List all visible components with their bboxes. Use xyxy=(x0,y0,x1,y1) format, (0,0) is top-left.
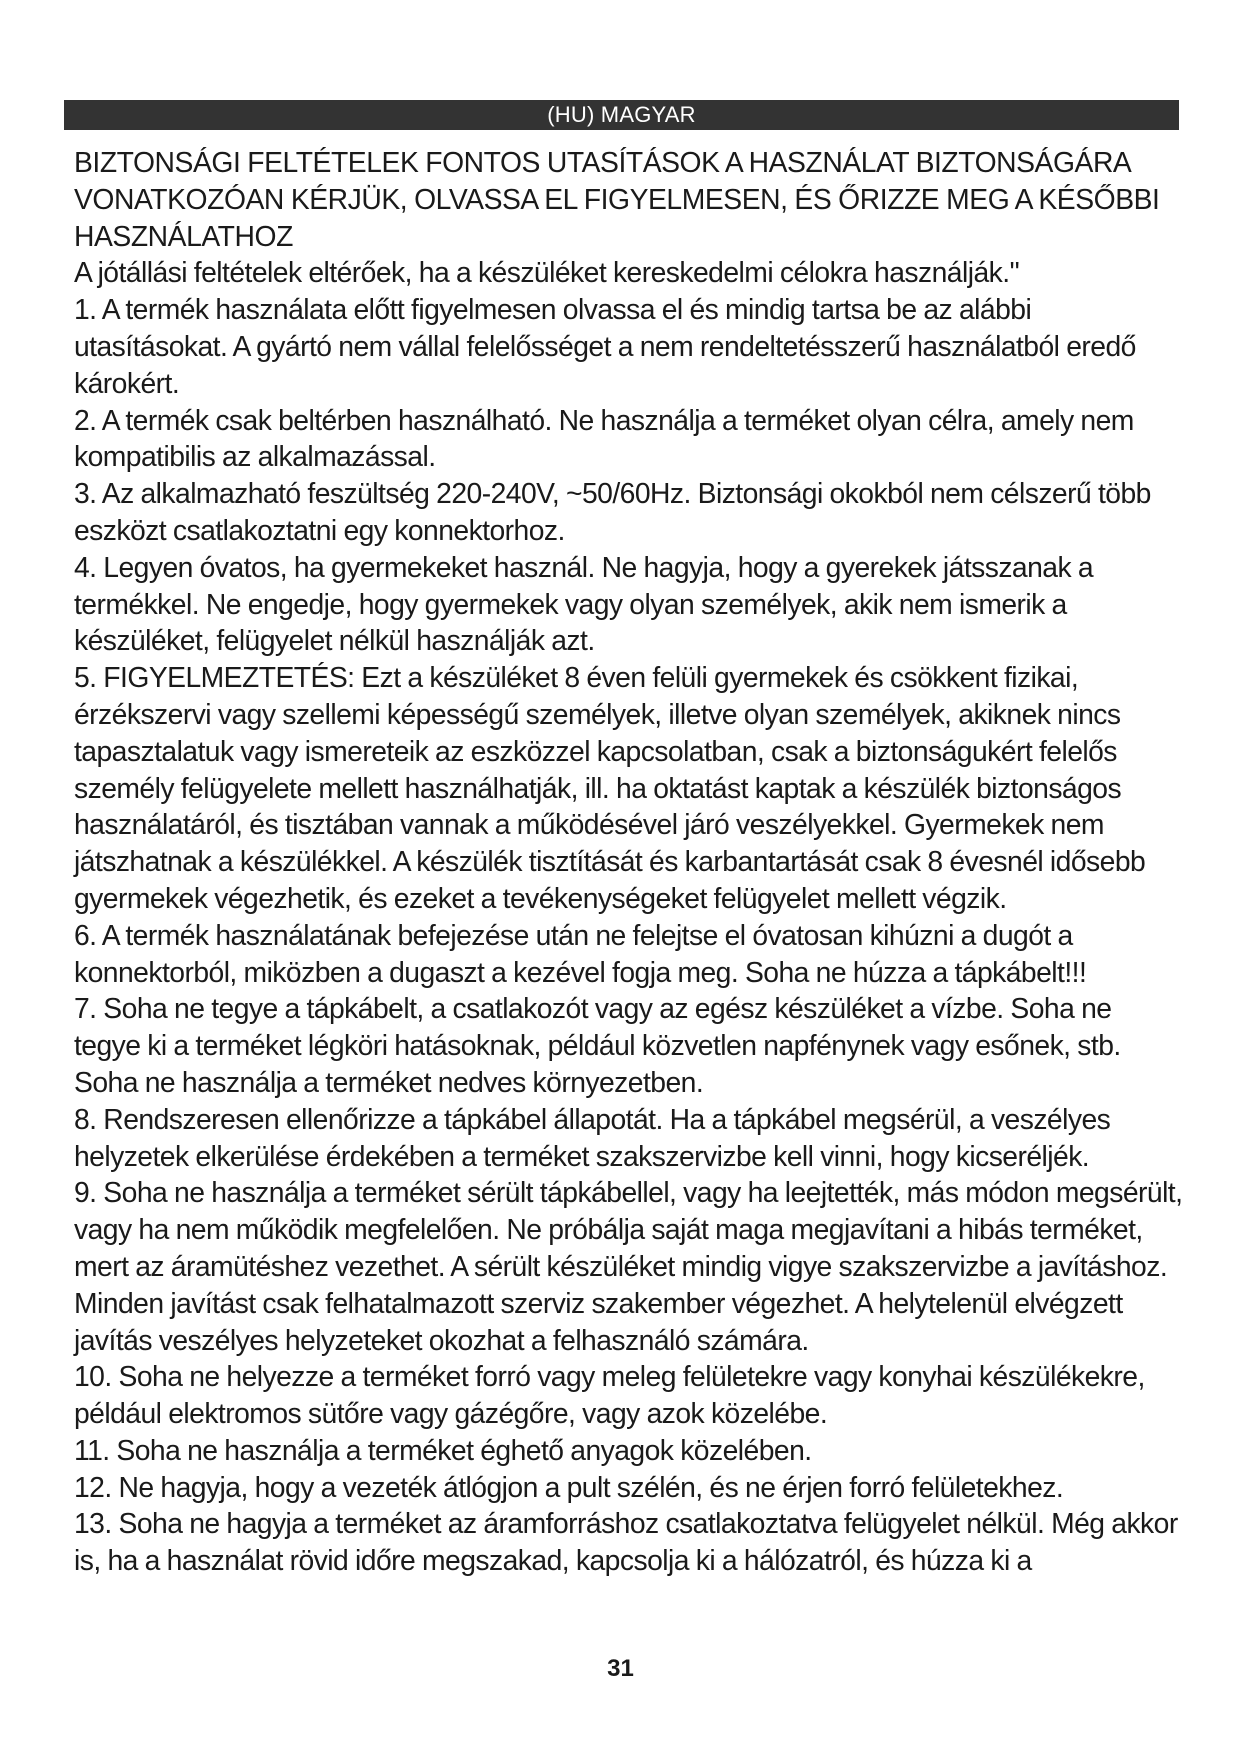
instruction-item: 8. Rendszeresen ellenőrizze a tápkábel állapotát. Ha a tápkábel megsérül, a veszélyes helyzetek elkerülése érdekében a terméket szakszervizbe kell vinni, hogy kicseréljék. xyxy=(74,1102,1111,1172)
safety-heading: BIZTONSÁGI FELTÉTELEK FONTOS UTASÍTÁSOK A HASZNÁLAT BIZTONSÁGÁRA VONATKOZÓAN KÉRJÜK, OLVASSA EL FIGYELMESEN, ÉS ŐRIZZE MEG A KÉSŐBBI HASZNÁLATHOZ xyxy=(74,146,1160,252)
instruction-item: 9. Soha ne használja a terméket sérült tápkábellel, vagy ha leejtették, más módon megsérült, vagy ha nem működik megfelelően. Ne próbálja saját maga megjavítani a hibás terméket, mert az áramütéshez vezethet. A sérült készüléket mindig vigye szakszervizbe a javításhoz. Minden javítást csak felhatalmazott szerviz szakember végezhet. A helytelenül elvégzett javítás veszélyes helyzeteket okozhat a felhasználó számára. xyxy=(74,1176,1183,1356)
instruction-item: 6. A termék használatának befejezése után ne felejtse el óvatosan kihúzni a dugót a konnektorból, miközben a dugaszt a kezével fogja meg. Soha ne húzza a tápkábelt!!! xyxy=(74,918,1087,988)
instruction-item: 4. Legyen óvatos, ha gyermekeket használ. Ne hagyja, hogy a gyerekek játsszanak a termékkel. Ne engedje, hogy gyermekek vagy olyan személyek, akik nem ismerik a készüléket, felügyelet nélkül használják azt. xyxy=(74,550,1094,657)
instruction-item: 2. A termék csak beltérben használható. Ne használja a terméket olyan célra, amely nem kompatibilis az alkalmazással. xyxy=(74,403,1134,473)
instruction-item: 10. Soha ne helyezze a terméket forró vagy meleg felületekre vagy konyhai készülékekre, például elektromos sütőre vagy gázégőre, vagy azok közelébe. xyxy=(74,1360,1145,1430)
instruction-item: 1. A termék használata előtt figyelmesen olvassa el és mindig tartsa be az alábbi utasításokat. A gyártó nem vállal felelősséget a nem rendeltetésszerű használatból eredő károkért. xyxy=(74,293,1136,399)
language-label: (HU) MAGYAR xyxy=(547,102,696,127)
instruction-item: 13. Soha ne hagyja a terméket az áramforráshoz csatlakoztatva felügyelet nélkül. Még akkor is, ha a használat rövid időre megszakad, kapcsolja ki a hálózatról, és húzza ki a xyxy=(74,1507,1178,1577)
document-body xyxy=(74,144,1184,1579)
warranty-note: A jótállási feltételek eltérőek, ha a készüléket kereskedelmi célokra használják." xyxy=(74,256,1020,289)
page-number: 31 xyxy=(607,1655,634,1682)
instruction-item: 7. Soha ne tegye a tápkábelt, a csatlakozót vagy az egész készüléket a vízbe. Soha ne tegye ki a terméket légköri hatásoknak, például közvetlen napfénynek vagy esőnek, stb. Soha ne használja a terméket nedves környezetben. xyxy=(74,992,1121,1098)
language-header-bar xyxy=(64,100,1179,130)
instruction-item: 3. Az alkalmazható feszültség 220-240V, ~50/60Hz. Biztonsági okokból nem célszerű több eszközt csatlakoztatni egy konnektorhoz. xyxy=(74,477,1151,546)
instruction-item: 11. Soha ne használja a terméket éghető anyagok közelében. xyxy=(74,1433,812,1466)
instruction-item: 5. FIGYELMEZTETÉS: Ezt a készüléket 8 éven felüli gyermekek és csökkent fizikai, érzékszervi vagy szellemi képességű személyek, illetve olyan személyek, akiknek nincs tapasztalatuk vagy ismereteik az eszközzel kapcsolatban, csak a biztonságukért felelős személy felügyelete mellett használhatják, ill. ha oktatást kaptak a készülék biztonságos használatáról, és tisztában vannak a működésével járó veszélyekkel. Gyermekek nem játszhatnak a készülékkel. A készülék tisztítását és karbantartását csak 8 évesnél idősebb gyermekek végezhetik, és ezeket a tevékenységeket felügyelet mellett végzik. xyxy=(74,661,1146,914)
instruction-item: 12. Ne hagyja, hogy a vezeték átlógjon a pult szélén, és ne érjen forró felületekhez. xyxy=(74,1470,1064,1503)
